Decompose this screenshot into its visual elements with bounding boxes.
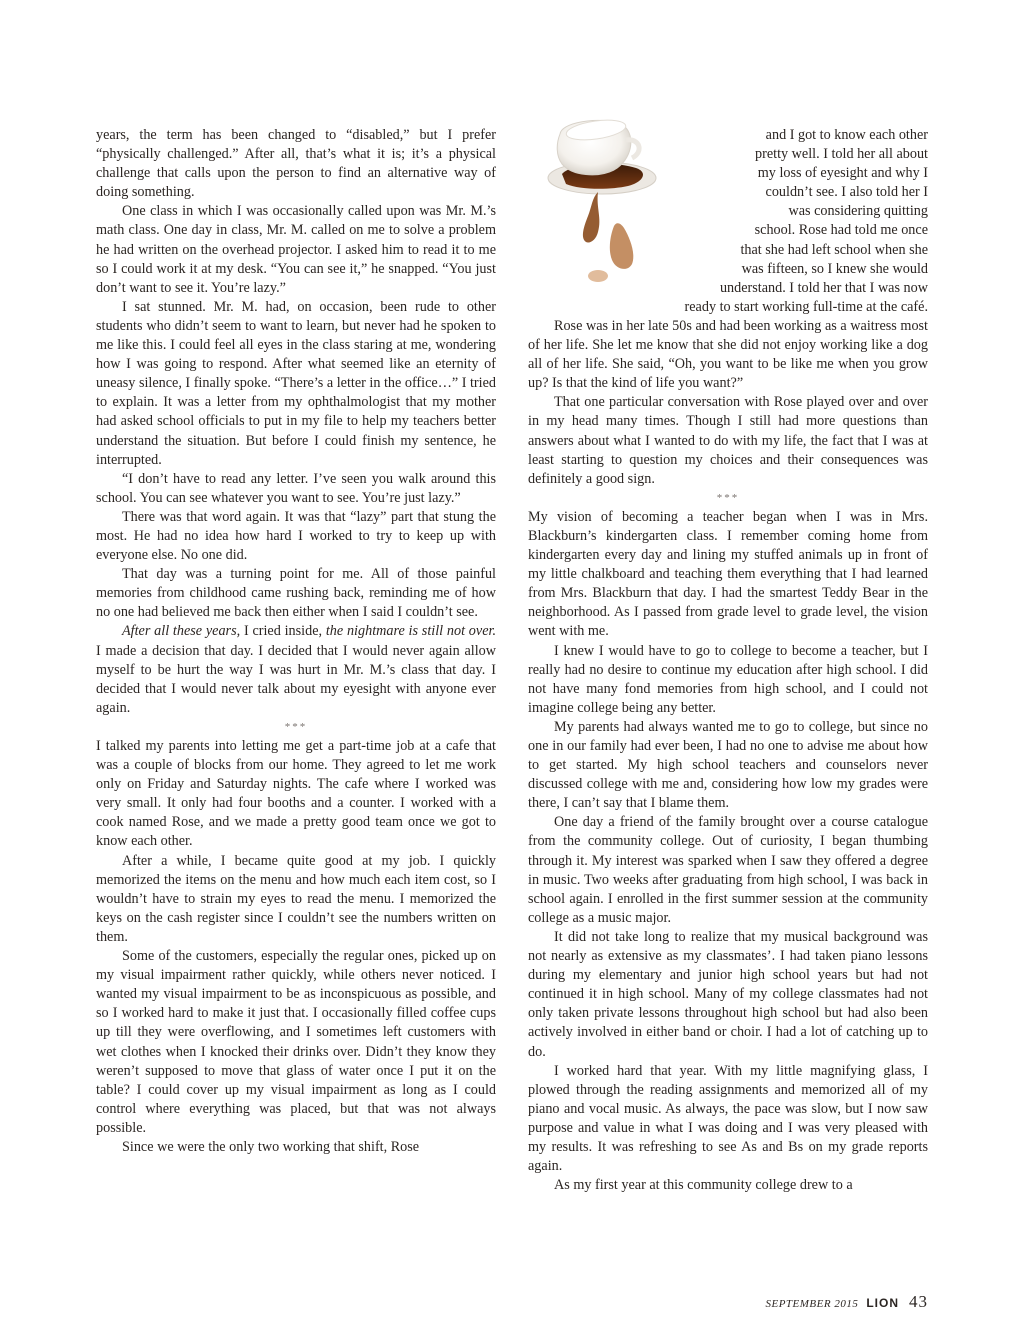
paragraph: I talked my parents into letting me get a part-time job at a cafe that was a couple of blocks from our home. They agreed to let me work only on Friday and Saturday nights. The cafe where I worked was very small. It only had four booths and a counter. I worked with a cook named Rose, and we made a pretty good team once we got to know each other. [96, 738, 496, 850]
paragraph: After a while, I became quite good at my job. I quickly memorized the items on the menu and how much each item cost, so I wouldn’t have to strain my eyes to read the menu. I memorized the keys on the cash register since I couldn’t see the numbers written on them. [96, 852, 496, 945]
text-line: and I got to know each other [765, 127, 928, 143]
paragraph: I sat stunned. Mr. M. had, on occasion, been rude to other students who didn’t seem to want to learn, but never had he spoken to me like this. I could feel all eyes in the class staring at me, wondering how I was going to respond. After what seemed like an eternity of uneasy silence, I finally spoke. “There’s a letter in the office…” I tried to explain. It was a letter from my ophthalmologist that my mother had asked school officials to put in my file to help my teachers better understand the situation. But before I could finish my sentence, he interrupted. [96, 298, 496, 468]
issue-date: SEPTEMBER 2015 [765, 1298, 859, 1310]
paragraph: One class in which I was occasionally called upon was Mr. M.’s math class. One day in class, Mr. M. called on me to solve a problem he had written on the overhead projector. I asked him to read it to me so I could work it at my desk. “You can see it,” he snapped. “You just don’t want to see it. You’re lazy.” [96, 203, 496, 296]
text-line: pretty well. I told her all about [755, 146, 928, 163]
magazine-name: LION [866, 1296, 899, 1310]
paragraph: One day a friend of the family brought over a course catalogue from the community college. Out of curiosity, I began thumbing through it. My interest was sparked when I saw they offered a degree in music. Two weeks after graduating from high school, I was back in school again. I enrolled in the first summer session at the community college as a music major. [528, 814, 928, 926]
paragraph: It did not take long to realize that my musical background was not nearly as extensive as my classmates’. I had taken piano lessons during my elementary and junior high school years but had not continued it in high school. Many of my college classmates had not only taken private lessons throughout high school but had also been actively involved in either band or choir. I had a lot of catching up to do. [528, 928, 928, 1060]
page-footer [0, 1292, 928, 1314]
paragraph [96, 622, 496, 717]
paragraph: I worked hard that year. With my little magnifying glass, I plowed through the reading assignments and memorized all of my piano and vocal music. As always, the pace was slow, but I now saw purpose and value in what I was doing and I was very pleased with my results. It was refreshing to see As and Bs on my grade reports again. [528, 1062, 928, 1175]
text-line: was fifteen, so I knew she would [741, 260, 928, 277]
paragraph: Rose was in her late 50s and had been working as a waitress most of her life. She let me know that she did not enjoy working like a dog all of her life. She said, “Oh, you want to be like me when you grow up? Is that the kind of life you want?” [528, 317, 928, 392]
paragraph: Since we were the only two working that shift, Rose [122, 1138, 420, 1155]
text-line: my loss of eyesight and why I [757, 165, 928, 182]
italic-phrase: the nightmare is still not over. [325, 623, 496, 640]
section-separator: *** [716, 491, 740, 504]
left-column [96, 126, 496, 1157]
paragraph: Some of the customers, especially the regular ones, picked up on my visual impairment rather quickly, while others never noticed. I wanted my visual impairment to be as inconspicuous as possible, and so I worked hard to make it just that. I occasionally filled coffee cups up till they were overflowing, and I sometimes left customers with wet clothes when I knocked their drinks over. Didn’t they know they weren’t supposed to move that glass of water once I put it on the table? I could cover up my visual impairment as long as I could control where everything was placed, but that was not always possible. [96, 948, 496, 1136]
section-separator: *** [284, 720, 308, 733]
text-run: I made a decision that day. I decided that I would never again allow myself to be hurt the way I was hurt in Mr. M.’s class that day. I decided that I would never talk about my eyesight with anyone ever again. [96, 642, 496, 716]
paragraph: I knew I would have to go to college to become a teacher, but I really had no desire to continue my education after high school. I did not have many fond memories from high school, and I could not imagine college being any better. [528, 642, 928, 716]
text-run: I cried inside, [240, 623, 326, 640]
paragraph: years, the term has been changed to “disabled,” but I prefer “physically challenged.” After all, that’s what it is; it’s a physical challenge that calls upon the person to find an alternative way of doing something. [96, 127, 496, 201]
text-line: that she had left school when she [740, 241, 928, 258]
page-number: 43 [909, 1292, 928, 1311]
paragraph: “I don’t have to read any letter. I’ve seen you walk around this school. You can see whatever you want to see. You’re just lazy.” [96, 470, 496, 506]
text-line: couldn’t see. I also told her I [765, 184, 928, 201]
right-column [528, 126, 928, 1195]
text-line: understand. I told her that I was now [719, 279, 928, 296]
paragraph: My parents had always wanted me to go to college, but since no one in our family had ever been, I had no one to advise me about how to get started. My high school teachers and counselors never discussed college with me and, considering how low my grades were there, I can’t say that I blame them. [528, 718, 928, 812]
text-line: ready to start working full-time at the café. [684, 298, 928, 315]
text-line: was considering quitting [788, 203, 928, 220]
wrapped-paragraph [528, 126, 928, 317]
paragraph: As my first year at this community college drew to a [554, 1177, 853, 1194]
paragraph: There was that word again. It was that “lazy” part that stung the most. He had no idea how hard I worked to try to keep up with everyone else. No one did. [96, 508, 496, 564]
paragraph: That day was a turning point for me. All of those painful memories from childhood came rushing back, reminding me of how no one had believed me back then either when I said I couldn’t see. [96, 566, 496, 621]
text-line: school. Rose had told me once [754, 222, 928, 239]
paragraph: That one particular conversation with Rose played over and over in my head many times. Though I still had more questions than answers about what I wanted to do with my life, the fact that I was at least starting to question my choices and their consequences was definitely a good sign. [528, 394, 928, 487]
paragraph: My vision of becoming a teacher began when I was in Mrs. Blackburn’s kindergarten class. I remember coming home from kindergarten every day and lining my stuffed animals up in front of my little chalkboard and teaching them everything that I had learned from Mrs. Blackburn that day. I had the smartest Teddy Bear in the neighborhood. As I passed from grade level to grade level, the vision went with me. [528, 508, 928, 640]
italic-phrase: After all these years, [122, 623, 241, 640]
